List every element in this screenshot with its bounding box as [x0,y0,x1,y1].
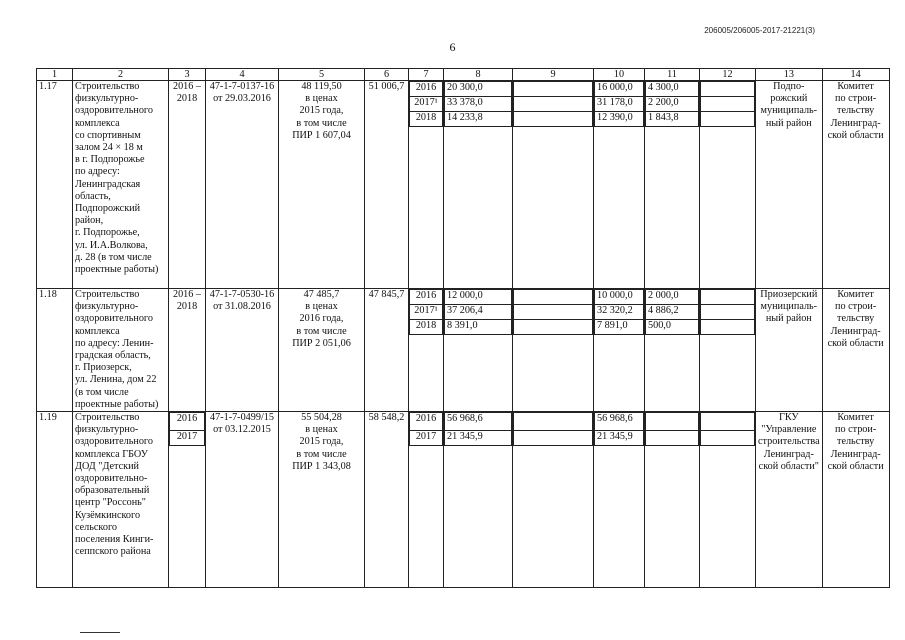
object-name-line: г. Приозерск, [75,362,132,374]
row-number: 1.18 [37,289,73,412]
responsible-authority-line: по строи- [835,424,877,436]
column-number-2: 2 [73,69,169,81]
other-sources-value [701,320,755,335]
column-number-13: 13 [756,69,823,81]
responsible-authority-line: по строи- [835,301,877,313]
object-name-line: Подпорожский [75,203,141,215]
object-name-line: оздоровительного [75,436,153,448]
federal-budget [513,81,594,289]
federal-budget-value [514,290,593,305]
estimated-cost-line: в ценах [305,424,338,436]
estimated-cost-line: 2015 года, [299,105,344,117]
row-number: 1.19 [37,412,73,588]
regional-budget [594,81,645,289]
object-name-line: район, [75,215,104,227]
column-number-8: 8 [444,69,513,81]
financing-year-value: 2018 [410,112,443,127]
object-name-line: оздоровительного [75,105,153,117]
construction-period [169,81,206,289]
other-sources-value [701,82,755,97]
construction-period-line: 2018 [176,93,198,105]
federal-budget-value [514,431,593,446]
table-row [37,289,890,412]
other-sources-value [701,290,755,305]
customer-line: Приозерский [760,289,818,300]
customer-line: "Управление [761,424,817,436]
expertise-conclusion-line: от 29.03.2016 [213,93,271,105]
responsible-authority-line: тельству [837,105,875,117]
responsible-authority-line: ской области [827,129,884,141]
responsible-authority-line: Комитет [837,81,874,92]
responsible-authority-line: Комитет [837,412,874,424]
object-name-line: образовательный [75,485,150,497]
estimated-cost-line: 2015 года, [299,436,344,448]
responsible-authority [822,289,889,412]
column-number-14: 14 [822,69,889,81]
local-budget-value: 1 843,8 [646,112,699,127]
local-budget [645,412,700,588]
object-name-line: ДОД "Детский [75,460,139,472]
federal-budget-value [514,305,593,320]
current-cost: 47 845,7 [365,289,409,412]
customer-line: ГКУ [778,412,799,424]
column-number-5: 5 [279,69,365,81]
estimated-cost-line: ПИР 2 051,06 [292,337,351,349]
construction-period [169,289,206,412]
construction-period [169,412,206,588]
local-budget-value: 4 300,0 [646,82,699,97]
object-name-line: физкультурно- [75,93,139,105]
object-name-line: сеппского района [75,546,151,558]
local-budget-value: 500,0 [646,320,699,335]
object-name-line: проектные работы) [75,264,159,276]
total-financing-value: 20 300,0 [445,82,512,97]
object-name [73,289,169,412]
table-row [37,81,890,289]
object-name-line: залом 24 × 18 м [75,142,143,154]
customer [756,412,823,588]
other-sources [700,289,756,412]
financing-year-value: 2017 [410,431,443,446]
responsible-authority-line: Ленинград- [830,117,881,129]
object-name [73,81,169,289]
total-financing [444,81,513,289]
financing-year-value: 2017¹ [410,97,443,112]
financing-year [409,81,444,289]
local-budget [645,81,700,289]
estimated-cost-line: в том числе [296,325,347,337]
column-number-7: 7 [409,69,444,81]
other-sources [700,412,756,588]
other-sources-value [701,431,755,446]
customer-line: Подпо- [773,81,805,92]
regional-budget-value: 16 000,0 [595,82,644,97]
object-name-line: ул. Ленина, дом 22 [75,374,157,386]
responsible-authority-line: ской области [827,337,884,349]
expertise-conclusion-line: 47-1-7-0137-16 [209,81,275,92]
regional-budget-value: 32 320,2 [595,305,644,320]
estimated-cost-line: 55 504,28 [301,412,342,424]
column-number-9: 9 [513,69,594,81]
regional-budget-value: 10 000,0 [595,290,644,305]
object-name-line: физкультурно- [75,424,139,436]
local-budget-value: 2 000,0 [646,290,699,305]
estimated-cost-line: в том числе [296,117,347,129]
column-number-4: 4 [206,69,279,81]
footnote-divider [80,632,120,633]
federal-budget-value [514,112,593,127]
construction-period-value: 2016 [170,413,205,431]
object-name-line: по адресу: Ленин- [75,337,154,349]
current-cost: 51 006,7 [365,81,409,289]
column-number-6: 6 [365,69,409,81]
object-name-line: комплекса ГБОУ [75,448,148,460]
responsible-authority-line: по строи- [835,93,877,105]
total-financing-value: 12 000,0 [445,290,512,305]
total-financing-value: 21 345,9 [445,431,512,446]
table-row [37,412,890,588]
federal-budget-value [514,413,593,431]
object-name-line: центр "Россонь" [75,497,146,509]
regional-budget-value: 31 178,0 [595,97,644,112]
object-name-line: градская область, [75,350,151,362]
estimated-cost [279,412,365,588]
customer-line: рожский [770,93,808,105]
customer [756,289,823,412]
object-name-line: оздоровительно- [75,473,148,485]
federal-budget-value [514,320,593,335]
column-number-11: 11 [645,69,700,81]
total-financing-value: 14 233,8 [445,112,512,127]
expertise-conclusion-line: от 03.12.2015 [213,424,271,436]
total-financing [444,412,513,588]
object-name-line: со спортивным [75,129,141,141]
table-body [37,69,890,588]
regional-budget-value: 12 390,0 [595,112,644,127]
construction-period-line: 2016 – [172,289,201,300]
local-budget-value: 2 200,0 [646,97,699,112]
responsible-authority-line: тельству [837,313,875,325]
estimated-cost-line: в ценах [305,93,338,105]
other-sources-value [701,112,755,127]
customer-line: ный район [765,313,812,325]
estimated-cost [279,289,365,412]
regional-budget-value: 7 891,0 [595,320,644,335]
column-number-3: 3 [169,69,206,81]
regional-budget-value: 56 968,6 [595,413,644,431]
object-name-line: оздоровительного [75,313,153,325]
construction-period-value: 2017 [170,431,205,446]
column-number-10: 10 [594,69,645,81]
construction-period-line: 2016 – [172,81,201,92]
expertise-conclusion-line: 47-1-7-0499/15 [210,412,274,424]
financing-year-value: 2016 [410,82,443,97]
object-name-line: Ленинградская [75,178,141,190]
current-cost: 58 548,2 [365,412,409,588]
expertise-conclusion-line: от 31.08.2016 [213,301,271,313]
document-id: 206005/206005-2017-21221(3) [704,26,815,35]
estimated-cost-line: в ценах [305,301,338,313]
responsible-authority-line: тельству [837,436,875,448]
object-name-line: комплекса [75,325,120,337]
object-name-line: область, [75,190,111,202]
responsible-authority [822,81,889,289]
expertise-conclusion-line: 47-1-7-0530-16 [209,289,275,300]
object-name-line: Строительство [75,81,140,92]
federal-budget-value [514,97,593,112]
local-budget-value [646,431,699,446]
object-name-line: Кузёмкинского [75,509,141,521]
customer-line: муниципаль- [760,301,818,313]
regional-budget [594,289,645,412]
object-name [73,412,169,588]
financing-year-value: 2016 [410,290,443,305]
financing-year-value: 2017¹ [410,305,443,320]
total-financing-value: 37 206,4 [445,305,512,320]
customer-line: ный район [765,117,812,129]
customer [756,81,823,289]
object-name-line: (в том числе [75,386,129,398]
total-financing-value: 56 968,6 [445,413,512,431]
object-name-line: сельского [75,521,117,533]
other-sources-value [701,305,755,320]
object-name-line: комплекса [75,117,120,129]
local-budget-value: 4 886,2 [646,305,699,320]
customer-line: Ленинград- [763,448,814,460]
column-number-row [37,69,890,81]
estimated-cost [279,81,365,289]
customer-line: ской области" [758,460,819,472]
estimated-cost-line: 47 485,7 [303,289,340,300]
object-name-line: в г. Подпорожье [75,154,145,166]
other-sources-value [701,97,755,112]
other-sources-value [701,413,755,431]
program-table [36,68,890,588]
estimated-cost-line: ПИР 1 343,08 [292,460,351,472]
expertise-conclusion [206,81,279,289]
financing-year-value: 2018 [410,320,443,335]
local-budget [645,289,700,412]
object-name-line: проектные работы) [75,398,159,410]
object-name-line: д. 28 (в том числе [75,251,152,263]
responsible-authority-line: Ленинград- [830,325,881,337]
customer-line: строительства [758,436,820,448]
total-financing-value: 33 378,0 [445,97,512,112]
financing-year-value: 2016 [410,413,443,431]
estimated-cost-line: ПИР 1 607,04 [292,129,351,141]
regional-budget-value: 21 345,9 [595,431,644,446]
object-name-line: поселения Кинги- [75,534,154,546]
object-name-line: по адресу: [75,166,120,178]
construction-period-line: 2018 [176,301,198,313]
row-number: 1.17 [37,81,73,289]
federal-budget-value [514,82,593,97]
total-financing [444,289,513,412]
object-name-line: Строительство [75,289,140,300]
object-name-line: физкультурно- [75,301,139,313]
page-number: 6 [449,40,456,54]
local-budget-value [646,413,699,431]
responsible-authority-line: ской области [827,460,884,472]
estimated-cost-line: 48 119,50 [301,81,342,92]
federal-budget [513,412,594,588]
object-name-line: ул. И.А.Волкова, [75,239,148,251]
other-sources [700,81,756,289]
responsible-authority-line: Комитет [837,289,874,300]
expertise-conclusion [206,412,279,588]
object-name-line: г. Подпорожье, [75,227,140,239]
financing-year [409,412,444,588]
expertise-conclusion [206,289,279,412]
total-financing-value: 8 391,0 [445,320,512,335]
responsible-authority [822,412,889,588]
estimated-cost-line: 2016 года, [299,313,344,325]
federal-budget [513,289,594,412]
estimated-cost-line: в том числе [296,448,347,460]
column-number-1: 1 [37,69,73,81]
responsible-authority-line: Ленинград- [830,448,881,460]
column-number-12: 12 [700,69,756,81]
customer-line: муниципаль- [760,105,818,117]
financing-year [409,289,444,412]
object-name-line: Строительство [75,412,140,424]
regional-budget [594,412,645,588]
